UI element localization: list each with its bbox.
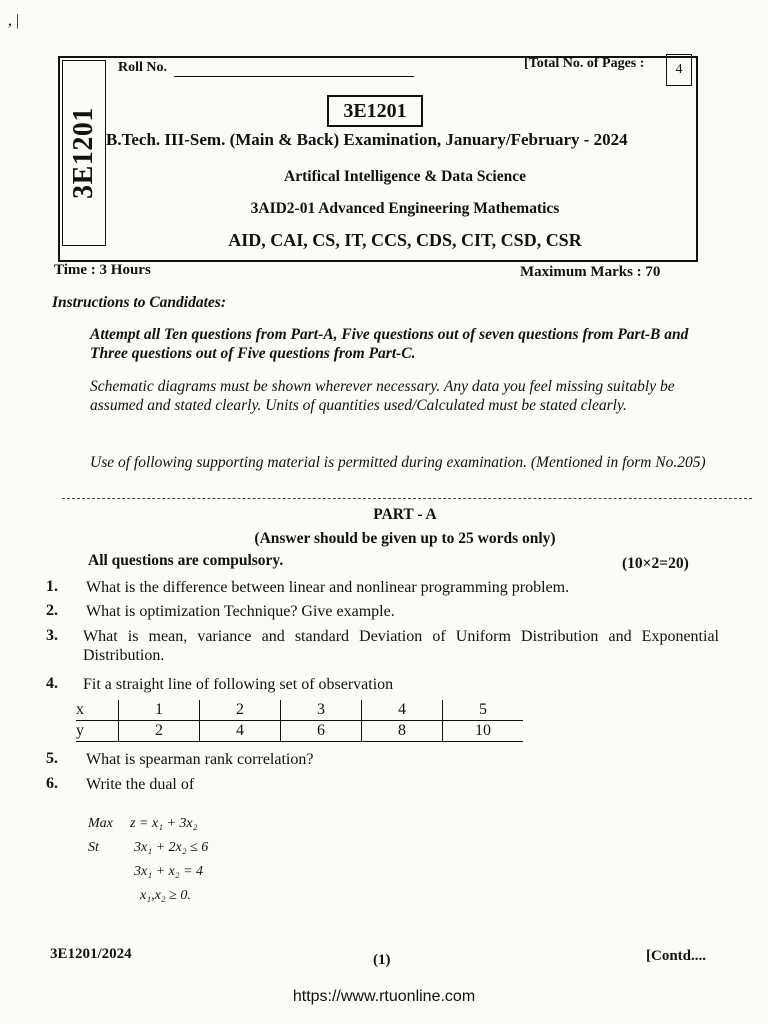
question-number: 5. [46,750,58,767]
question-number: 3. [46,627,58,644]
streams: AID, CAI, CS, IT, CCS, CDS, CIT, CSD, CSR [228,230,582,250]
site-url[interactable]: https://www.rtuonline.com [292,988,476,1005]
table-cell: 3 [281,700,362,721]
table-cell: 2 [119,721,200,742]
question-number: 4. [46,675,58,692]
lpp-st-label: St [88,840,99,855]
question-number: 1. [46,578,58,595]
paper-code: 3E1201 [343,99,407,122]
table-cell: 2 [200,700,281,721]
question-text: What is optimization Technique? Give example. [86,603,395,620]
subject-name: 3AID2-01 Advanced Engineering Mathematics [250,200,560,217]
part-a-subtitle: (Answer should be given up to 25 words only) [254,530,556,547]
lpp-max-label: Max [88,816,113,831]
section-separator [62,498,752,499]
part-a-marks: (10×2=20) [622,555,689,572]
lpp-constraint-3: x₁,x₂ ≥ 0. [140,888,191,903]
margin-mark: , | [8,12,20,29]
table-cell: 10 [443,721,524,742]
table-row-x [76,700,523,721]
total-pages-box [666,54,692,86]
table-cell: 4 [200,721,281,742]
question-number: 6. [46,775,58,792]
instructions-title: Instructions to Candidates: [52,294,226,311]
table-cell: x [76,700,119,721]
table-row-y [76,721,523,742]
side-code-box [62,60,106,246]
contd-label: [Contd.... [646,948,707,964]
exam-title: B.Tech. III-Sem. (Main & Back) Examination, January/February - 2024 [106,130,628,149]
table-cell: 4 [362,700,443,721]
table-cell: 5 [443,700,524,721]
table-cell: y [76,721,119,742]
roll-no-label: Roll No. [118,60,167,75]
footer-code: 3E1201/2024 [50,946,132,962]
lpp-objective: z = x₁ + 3x₂ [130,816,198,831]
lpp-constraint-1: 3x₁ + 2x₂ ≤ 6 [134,840,209,855]
instructions-para-1: Attempt all Ten questions from Part-A, Five questions out of seven questions from Part-B and Three questions out of Five questions from Part-C. [90,326,689,362]
compulsory-note: All questions are compulsory. [88,552,284,569]
question-number: 2. [46,602,58,619]
observation-table [76,700,523,742]
question-text: What is spearman rank correlation? [86,751,314,768]
part-a-title: PART - A [373,506,437,523]
question-text: What is mean, variance and standard Deviation of Uniform Distribution and Exponential Distribution. [83,628,719,664]
max-marks-label: Maximum Marks : 70 [520,264,661,280]
table-cell: 1 [119,700,200,721]
table-cell: 8 [362,721,443,742]
total-pages-value: 4 [675,62,683,77]
table-cell: 6 [281,721,362,742]
total-pages-label: [Total No. of Pages : [524,56,645,71]
lpp-constraint-2: 3x₁ + x₂ = 4 [134,864,204,879]
question-text: Write the dual of [86,776,195,793]
instructions-para-3: Use of following supporting material is permitted during examination. (Mentioned in form No.205) [90,454,706,471]
question-text: What is the difference between linear and nonlinear programming problem. [86,579,570,596]
roll-no-line [174,76,414,77]
question-text: Fit a straight line of following set of observation [83,676,394,693]
side-code: 3E1201 [68,107,99,199]
instructions-para-2: Schematic diagrams must be shown wherever necessary. Any data you feel missing suitably be assumed and stated clearly. Units of quantities used/Calculated must be stated clearly. [90,378,675,414]
branch-name: Artifical Intelligence & Data Science [284,168,526,185]
page-number: (1) [373,952,391,968]
time-label: Time : 3 Hours [54,262,151,278]
paper-code-box [327,95,423,127]
